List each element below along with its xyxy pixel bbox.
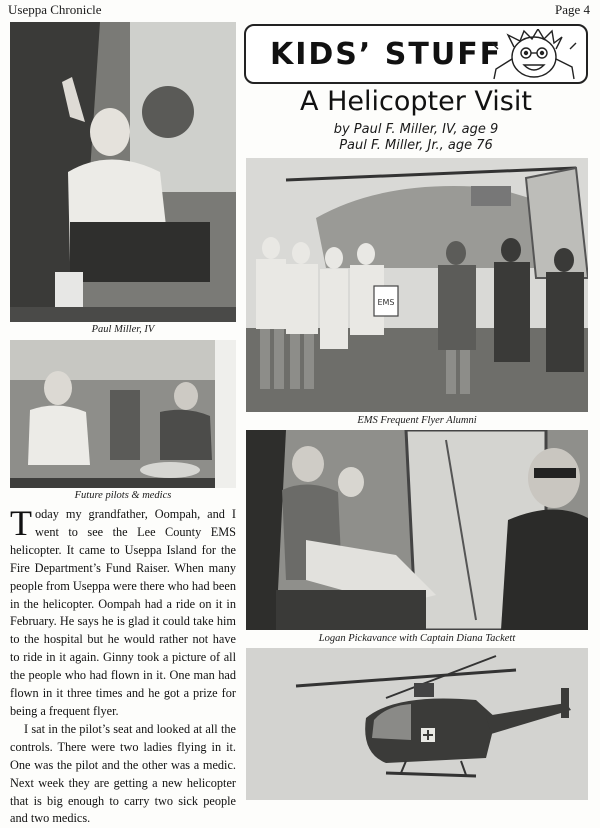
article-paragraph-2: I sat in the pilot’s seat and looked at all the controls. There were two ladies flying in it. One was the pilot and the other was a medic. Next week they are getting a new helicopter that is big enough to carry two sick people and two medics. — [10, 721, 236, 826]
article-paragraph-1 — [10, 503, 236, 721]
photo-caption-alumni: EMS Frequent Flyer Alumni — [357, 415, 477, 426]
cartoon-kid-face-icon — [488, 29, 580, 81]
publication-name: Useppa Chronicle — [8, 2, 102, 17]
article-body — [10, 503, 236, 828]
photo-caption-future-pilots: Future pilots & medics — [74, 490, 172, 501]
byline-grandfather: Paul F. Miller, Jr., age 76 — [339, 138, 493, 153]
photo-paul-miller — [10, 22, 236, 322]
article-paragraph-1-text: oday my grandfather, Oompah, and I went to see the Lee County EMS helicopter. It came to Useppa Island for the Fire Department’s Fund Raiser. When many people from Useppa were there who had been in the helicopter. Oompah had a ride on it in February. He says he is glad it could take him to the hospital but he would rather not have to ride in it again. Ginny took a picture of all the people who had flown in it. One man had flown in it three times and he got a prize for being a frequent flyer. — [10, 507, 236, 718]
article-title: A Helicopter Visit — [300, 86, 532, 117]
photo-logan-and-captain — [246, 430, 588, 630]
photo-frequent-flyer-alumni — [246, 158, 588, 412]
sign-text: EMS — [377, 298, 395, 307]
photo-helicopter-in-flight — [246, 648, 588, 800]
page-number: Page 4 — [554, 2, 590, 17]
photo-caption-logan: Logan Pickavance with Captain Diana Tackett — [318, 633, 516, 644]
drop-cap: T — [10, 503, 32, 543]
kids-stuff-banner — [244, 24, 588, 84]
photo-future-pilots — [10, 340, 236, 488]
banner-title: KIDS’ STUFF — [270, 37, 503, 72]
photo-caption-paul: Paul Miller, IV — [91, 324, 155, 335]
byline-child: by Paul F. Miller, IV, age 9 — [333, 122, 499, 137]
